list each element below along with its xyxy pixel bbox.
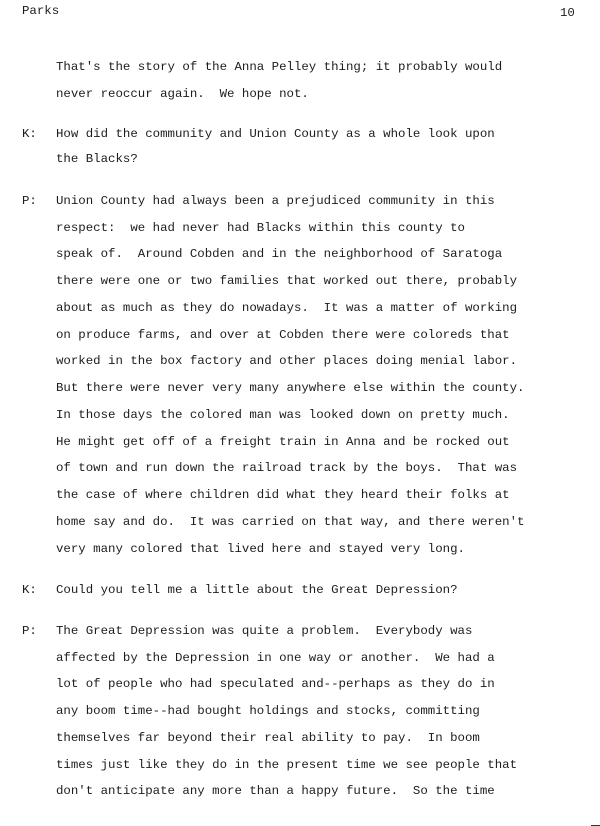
speaker-label: P: [22,194,37,208]
paragraph-line: How did the community and Union County as a whole look upon [56,127,495,141]
speaker-label: K: [22,127,37,141]
paragraph-line: He might get off of a freight train in Anna and be rocked out [56,435,510,449]
paragraph-line: In those days the colored man was looked down on pretty much. [56,408,510,422]
paragraph-line: the Blacks? [56,152,138,166]
paragraph-line: Could you tell me a little about the Great Depression? [56,583,458,597]
paragraph-line: Union County had always been a prejudiced community in this [56,194,495,208]
paragraph-line: That's the story of the Anna Pelley thing; it probably would [56,60,503,74]
page-number: 10 [560,6,575,20]
paragraph-line: the case of where children did what they heard their folks at [56,488,510,502]
paragraph-line: very many colored that lived here and stayed very long. [56,542,465,556]
paragraph-line: any boom time--had bought holdings and stocks, committing [56,704,480,718]
paragraph-line: But there were never very many anywhere else within the county. [56,381,525,395]
paragraph-line: The Great Depression was quite a problem. Everybody was [56,624,473,638]
speaker-label: K: [22,583,37,597]
paragraph-line: lot of people who had speculated and--perhaps as they do in [56,677,495,691]
paragraph-line: on produce farms, and over at Cobden there were coloreds that [56,328,510,342]
paragraph-line: themselves far beyond their real ability to pay. In boom [56,731,480,745]
paragraph-line: affected by the Depression in one way or another. We had a [56,651,495,665]
paragraph-line: worked in the box factory and other places doing menial labor. [56,354,518,368]
speaker-label: P: [22,624,37,638]
page-header-name: Parks [22,4,60,18]
paragraph-line: respect: we had never had Blacks within this county to [56,221,465,235]
paragraph-line: never reoccur again. We hope not. [56,87,309,101]
paragraph-line: home say and do. It was carried on that way, and there weren't [56,515,525,529]
paragraph-line: about as much as they do nowadays. It was a matter of working [56,301,518,315]
paragraph-line: speak of. Around Cobden and in the neighborhood of Saratoga [56,247,503,261]
paragraph-line: there were one or two families that worked out there, probably [56,274,518,288]
paragraph-line: times just like they do in the present time we see people that [56,758,518,772]
paragraph-line: of town and run down the railroad track by the boys. That was [56,461,518,475]
paragraph-line: don't anticipate any more than a happy future. So the time [56,784,495,798]
